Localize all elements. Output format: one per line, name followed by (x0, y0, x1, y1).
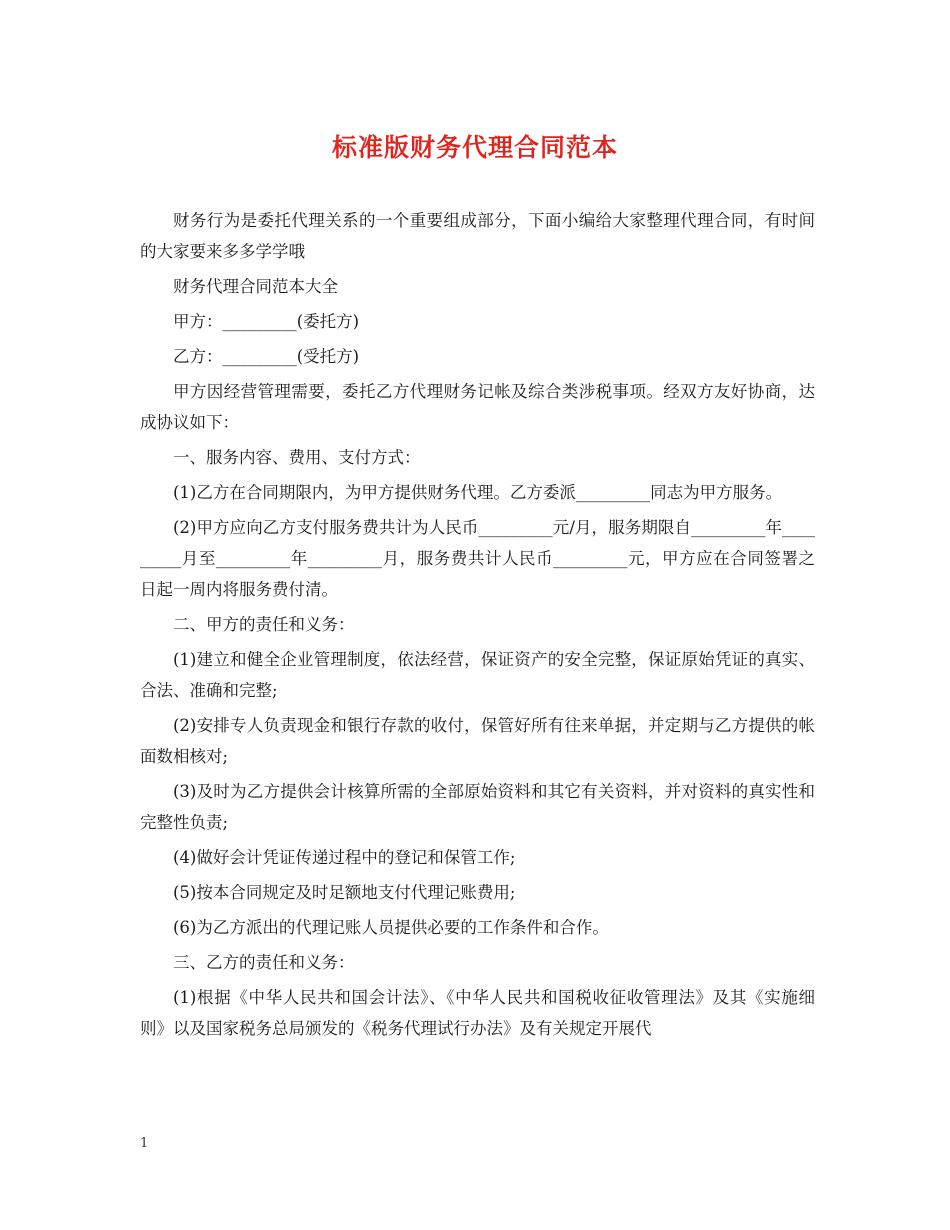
agreement-preamble: 甲方因经营管理需要，委托乙方代理财务记帐及综合类涉税事项。经双方友好协商，达成协议如下： (140, 382, 815, 432)
clause-2-5: (5)按本合同规定及时足额地支付代理记账费用; (173, 883, 516, 902)
contract-heading: 财务代理合同范本大全 (173, 277, 338, 296)
clause-1-2: (2)甲方应向乙方支付服务费共计为人民币_________元/月，服务期限自_________年_________月至_________年_________月，服务费共计人民币_________元，甲方应在合同签署之日起一周内将服务费付清。 (140, 518, 815, 599)
clause-2-2: (2)安排专人负责现金和银行存款的收付，保管好所有往来单据，并定期与乙方提供的帐面数相核对; (140, 716, 815, 766)
clause-3-1: (1)根据《中华人民共和国会计法》、《中华人民共和国税收征收管理法》及其《实施细则》以及国家税务总局颁发的《税务代理试行办法》及有关规定开展代 (140, 988, 815, 1038)
intro-paragraph: 财务行为是委托代理关系的一个重要组成部分，下面小编给大家整理代理合同，有时间的大家要来多多学学哦 (140, 211, 815, 261)
page-number: 1 (140, 1136, 149, 1151)
section-heading-3: 三、乙方的责任和义务： (173, 953, 355, 972)
party-a-line: 甲方：_________(委托方) (173, 312, 360, 331)
section-heading-1: 一、服务内容、费用、支付方式： (173, 448, 421, 467)
clause-2-3: (3)及时为乙方提供会计核算所需的全部原始资料和其它有关资料，并对资料的真实性和完整性负责; (140, 782, 815, 832)
section-heading-2: 二、甲方的责任和义务： (173, 615, 355, 634)
document-body (140, 205, 815, 1048)
clause-2-6: (6)为乙方派出的代理记账人员提供必要的工作条件和合作。 (173, 918, 609, 937)
party-b-line: 乙方：_________(受托方) (173, 347, 360, 366)
clause-2-4: (4)做好会计凭证传递过程中的登记和保管工作; (173, 848, 516, 867)
clause-2-1: (1)建立和健全企业管理制度，依法经营，保证资产的安全完整，保证原始凭证的真实、合法、准确和完整; (140, 650, 815, 700)
clause-1-1: (1)乙方在合同期限内，为甲方提供财务代理。乙方委派_________同志为甲方服务。 (173, 483, 783, 502)
document-title: 标准版财务代理合同范本 (331, 133, 618, 162)
